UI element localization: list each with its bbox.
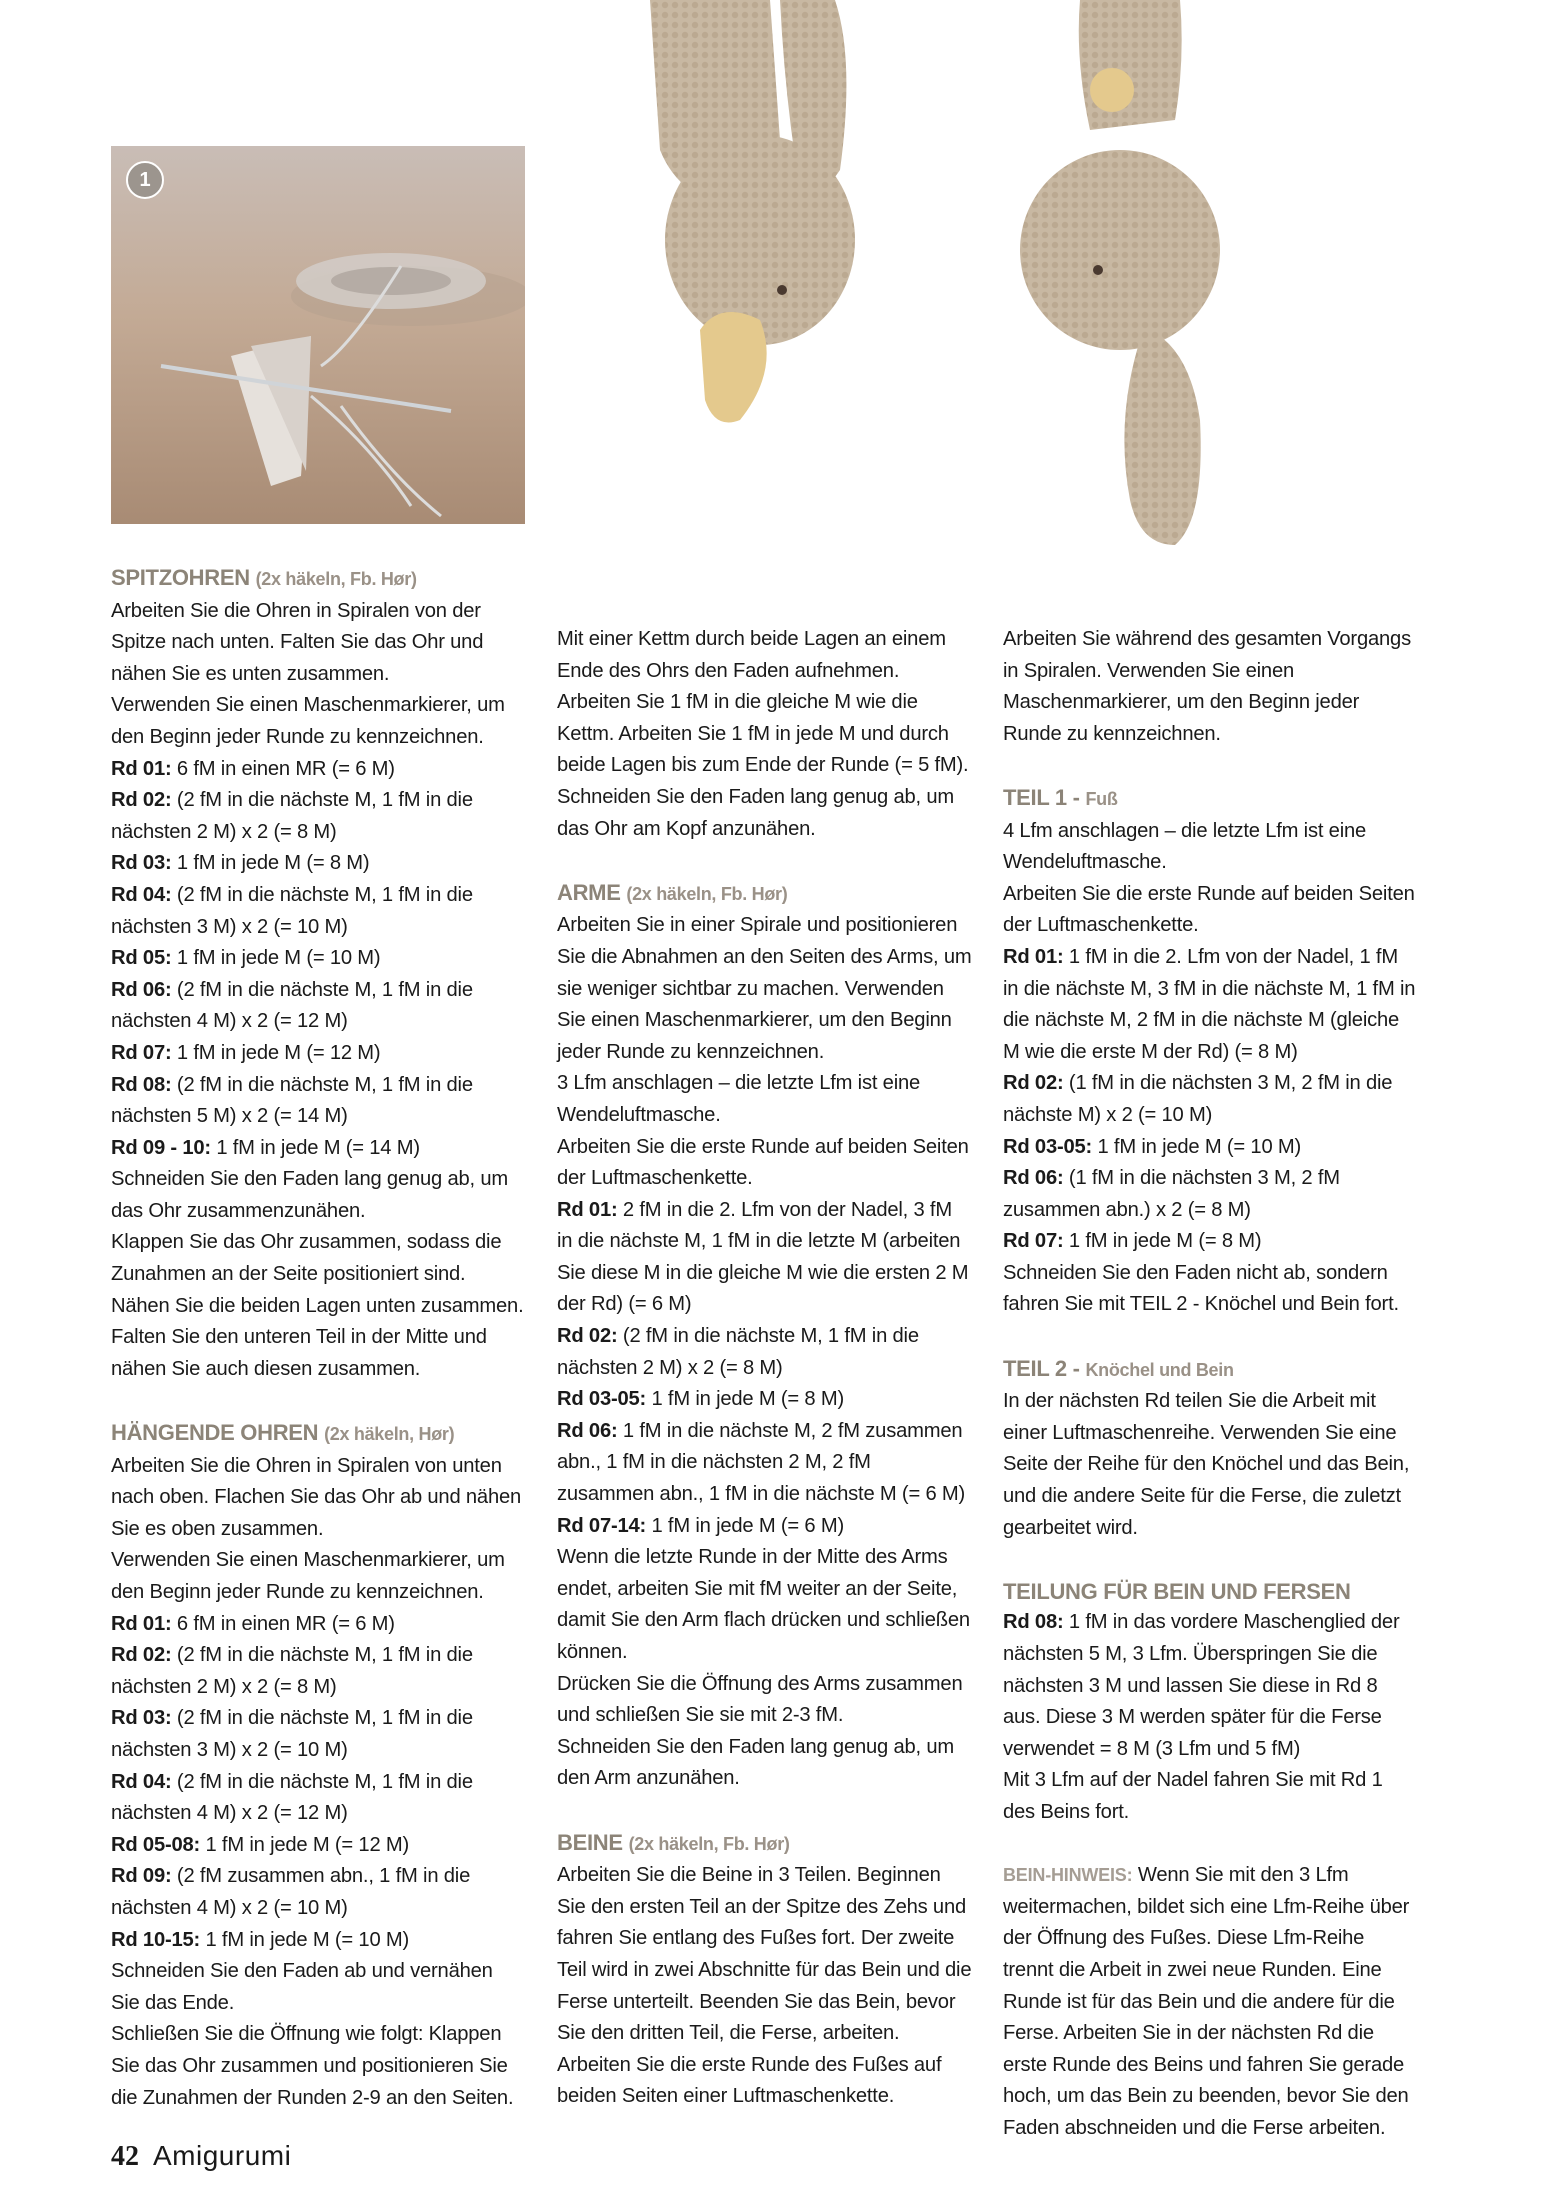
round-label: Rd 10-15: — [111, 1928, 201, 1951]
round-label: Rd 04: — [111, 883, 172, 906]
section-title: HÄNGENDE OHREN — [111, 1420, 319, 1446]
round-label: Rd 02: — [557, 1325, 618, 1348]
instructions-column-2 — [557, 624, 972, 2113]
round-label: Rd 03-05: — [557, 1388, 647, 1411]
round-instruction — [557, 1416, 972, 1511]
instruction-text: (2 fM in die nächste M, 1 fM in die nächsten 2 M) x 2 (= 8 M) — [111, 789, 473, 843]
round-instruction — [111, 1767, 526, 1830]
round-label: Rd 03-05: — [1003, 1135, 1093, 1158]
round-instruction — [557, 1384, 972, 1416]
paragraph: Arbeiten Sie die erste Runde auf beiden Seiten der Luftmaschenkette. — [557, 1135, 969, 1190]
round-instruction — [1003, 1068, 1418, 1131]
round-instruction — [111, 1038, 526, 1070]
instruction-text: (2 fM in die nächste M, 1 fM in die nächsten 4 M) x 2 (= 12 M) — [111, 1770, 473, 1825]
paragraph: Schließen Sie die Öffnung wie folgt: Klappen Sie das Ohr zusammen und positionieren Sie die Zunahmen der Runden 2-9 an den Seiten. — [111, 2023, 514, 2109]
section-title: BEINE — [557, 1829, 623, 1855]
round-instruction — [111, 1925, 526, 1957]
spacer — [1003, 750, 1418, 782]
note-label: BEIN-HINWEIS: — [1003, 1865, 1133, 1886]
spacer — [557, 845, 972, 877]
section-heading — [1003, 1353, 1418, 1387]
step-number-badge: 1 — [126, 161, 164, 199]
round-label: Rd 02: — [111, 789, 172, 812]
instructions-column-1 — [111, 562, 526, 2114]
section-subtitle: (2x häkeln, Fb. Hør) — [626, 883, 788, 904]
instruction-text: 2 fM in die 2. Lfm von der Nadel, 3 fM in die nächste M, 1 fM in die letzte M (arbeiten Sie diese M in die gleiche M wie die ersten 2 M der Rd) (= 6 M) — [557, 1198, 969, 1316]
instruction-text: 1 fM in die 2. Lfm von der Nadel, 1 fM in die nächste M, 3 fM in die nächste M, 1 fM in die nächste M, 2 fM in die nächste M (gleiche M wie die erste M der Rd) (= 8 M) — [1003, 945, 1416, 1063]
section-subtitle: (2x häkeln, Fb. Hør) — [628, 1833, 790, 1854]
round-label: Rd 01: — [111, 757, 172, 780]
round-label: Rd 05-08: — [111, 1833, 201, 1856]
round-instruction — [111, 1861, 526, 1924]
paragraph: Arbeiten Sie die erste Runde auf beiden Seiten der Luftmaschenkette. — [1003, 882, 1415, 937]
instruction-text: 1 fM in die nächste M, 2 fM zusammen abn., 1 fM in die nächsten 2 M, 2 fM zusammen abn., 1 fM in die nächste M (= 6 M) — [557, 1419, 966, 1506]
instruction-text: (2 fM in die nächste M, 1 fM in die nächsten 5 M) x 2 (= 14 M) — [111, 1073, 473, 1128]
round-instruction — [111, 880, 526, 943]
section-title: SPITZOHREN — [111, 565, 250, 590]
paragraph: Drücken Sie die Öffnung des Arms zusammen und schließen Sie sie mit 2-3 fM. — [557, 1672, 963, 1727]
section-subtitle: Fuß — [1085, 788, 1118, 809]
round-label: Rd 01: — [557, 1198, 618, 1221]
round-label: Rd 01: — [1003, 945, 1064, 968]
instruction-text: (2 fM in die nächste M, 1 fM in die nächsten 2 M) x 2 (= 8 M) — [557, 1325, 919, 1379]
round-instruction — [1003, 1163, 1418, 1226]
round-label: Rd 01: — [111, 1612, 172, 1635]
paragraph: Arbeiten Sie die Ohren in Spiralen von der Spitze nach unten. Falten Sie das Ohr und nähen Sie es unten zusammen. — [111, 599, 484, 685]
instruction-text: 1 fM in jede M (= 14 M) — [216, 1136, 420, 1159]
paragraph: Arbeiten Sie während des gesamten Vorgangs in Spiralen. Verwenden Sie einen Maschenmarkierer, um den Beginn jeder Runde zu kennzeichnen. — [1003, 628, 1411, 745]
round-label: Rd 07-14: — [557, 1514, 647, 1537]
spacer — [1003, 1321, 1418, 1353]
spacer — [1003, 1544, 1418, 1576]
round-label: Rd 09 - 10: — [111, 1136, 211, 1159]
section-title: TEIL 1 - — [1003, 784, 1080, 810]
paragraph: In der nächsten Rd teilen Sie die Arbeit mit einer Luftmaschenreihe. Verwenden Sie eine Seite der Reihe für den Knöchel und das Bein, und die andere Seite für die Ferse, die zuletzt gearbeitet wird. — [1003, 1390, 1410, 1539]
instructions-column-3 — [1003, 624, 1418, 2145]
round-instruction — [111, 1640, 526, 1703]
round-instruction — [1003, 942, 1418, 1068]
section-title: TEIL 2 - — [1003, 1355, 1080, 1381]
paragraph: Nähen Sie die beiden Lagen unten zusammen. Falten Sie den unteren Teil in der Mitte und nähen Sie auch diesen zusammen. — [111, 1294, 524, 1380]
instruction-text: 1 fM in jede M (= 10 M) — [1097, 1135, 1302, 1158]
round-instruction — [1003, 1132, 1418, 1164]
page-number: 42 — [111, 2141, 139, 2172]
instruction-text: 1 fM in das vordere Maschenglied der nächsten 5 M, 3 Lfm. Überspringen Sie die nächsten 3 M und lassen Sie diese in Rd 8 aus. Diese 3 M werden später für die Ferse verwendet = 8 M (3 Lfm und 5 fM) — [1003, 1611, 1400, 1760]
section-subtitle: (2x häkeln, Hør) — [324, 1424, 455, 1445]
instruction-text: (1 fM in die nächsten 3 M, 2 fM in die nächste M) x 2 (= 10 M) — [1003, 1072, 1393, 1126]
paragraph: Schneiden Sie den Faden ab und vernähen Sie das Ende. — [111, 1960, 493, 2014]
round-label: Rd 04: — [111, 1770, 172, 1793]
round-label: Rd 03: — [111, 1707, 172, 1730]
round-label: Rd 09: — [111, 1865, 172, 1888]
instruction-text: 1 fM in jede M (= 10 M) — [176, 947, 381, 970]
paragraph: Mit einer Kettm durch beide Lagen an einem Ende des Ohrs den Faden aufnehmen. — [557, 628, 946, 682]
step-photo-1 — [111, 146, 525, 524]
round-instruction — [111, 754, 526, 786]
instruction-text: (2 fM in die nächste M, 1 fM in die nächsten 4 M) x 2 (= 12 M) — [111, 978, 473, 1033]
section-title: ARME — [557, 879, 621, 905]
instruction-text: (1 fM in die nächsten 3 M, 2 fM zusammen abn.) x 2 (= 8 M) — [1003, 1167, 1340, 1221]
section-heading — [1003, 782, 1418, 816]
instruction-text: 1 fM in jede M (= 12 M) — [205, 1833, 410, 1856]
round-label: Rd 06: — [1003, 1167, 1064, 1190]
round-label: Rd 06: — [111, 978, 172, 1001]
round-label: Rd 02: — [1003, 1072, 1064, 1095]
section-heading — [111, 1417, 526, 1451]
section-title: TEILUNG FÜR BEIN UND FERSEN — [1003, 1578, 1351, 1604]
round-label: Rd 08: — [1003, 1611, 1064, 1634]
round-instruction — [111, 785, 526, 848]
section-heading — [111, 562, 526, 596]
section-subtitle: Knöchel und Bein — [1085, 1359, 1234, 1380]
paragraph: Wenn die letzte Runde in der Mitte des Arms endet, arbeiten Sie mit fM weiter an der Seite, damit Sie den Arm flach drücken und schließen können. — [557, 1546, 970, 1663]
spacer — [1003, 1829, 1418, 1861]
round-instruction — [557, 1195, 972, 1321]
paragraph: Schneiden Sie den Faden nicht ab, sondern fahren Sie mit TEIL 2 - Knöchel und Bein fort. — [1003, 1261, 1399, 1316]
round-label: Rd 05: — [111, 947, 172, 970]
paragraph: Arbeiten Sie die erste Runde des Fußes auf beiden Seiten einer Luftmaschenkette. — [557, 2053, 942, 2108]
round-instruction — [1003, 1607, 1418, 1765]
paragraph: Arbeiten Sie die Beine in 3 Teilen. Beginnen Sie den ersten Teil an der Spitze des Zehs und fahren Sie entlang des Fußes fort. Der zweite Teil wird in zwei Abschnitte für das Bein und die Ferse unterteilt. Beenden Sie das Bein, bevor Sie den dritten Teil, die Ferse, arbeiten. — [557, 1864, 972, 2045]
instruction-text: (2 fM in die nächste M, 1 fM in die nächsten 3 M) x 2 (= 10 M) — [111, 1707, 473, 1761]
instruction-text: 1 fM in jede M (= 12 M) — [176, 1041, 381, 1064]
paragraph: Verwenden Sie einen Maschenmarkierer, um den Beginn jeder Runde zu kennzeichnen. — [111, 1549, 505, 1603]
instruction-text: (2 fM in die nächste M, 1 fM in die nächsten 2 M) x 2 (= 8 M) — [111, 1644, 473, 1698]
round-label: Rd 07: — [1003, 1230, 1064, 1253]
section-heading — [557, 877, 972, 911]
paragraph: 4 Lfm anschlagen – die letzte Lfm ist eine Wendeluftmasche. — [1003, 819, 1367, 874]
round-label: Rd 06: — [557, 1419, 618, 1442]
round-instruction — [111, 975, 526, 1038]
round-label: Rd 07: — [111, 1041, 172, 1064]
instruction-text: 1 fM in jede M (= 8 M) — [651, 1388, 844, 1411]
paragraph: Schneiden Sie den Faden lang genug ab, um den Arm anzunähen. — [557, 1735, 954, 1790]
paragraph: Mit 3 Lfm auf der Nadel fahren Sie mit Rd 1 des Beins fort. — [1003, 1769, 1383, 1823]
round-instruction — [111, 943, 526, 975]
instruction-text: 1 fM in jede M (= 6 M) — [651, 1514, 844, 1537]
paragraph: Arbeiten Sie in einer Spirale und positionieren Sie die Abnahmen an den Seiten des Arms, um sie weniger sichtbar zu machen. Verwenden Sie einen Maschenmarkierer, um den Beginn jeder Runde zu kennzeichnen. — [557, 914, 972, 1063]
crochet-cone-illustration — [111, 146, 525, 524]
round-instruction — [1003, 1226, 1418, 1258]
instruction-text: 1 fM in jede M (= 8 M) — [176, 852, 370, 875]
instruction-text: 1 fM in jede M (= 10 M) — [205, 1928, 410, 1951]
round-instruction — [111, 1133, 526, 1165]
paragraph: Schneiden Sie den Faden lang genug ab, um das Ohr am Kopf anzunähen. — [557, 785, 954, 840]
page-footer — [111, 2140, 291, 2173]
paragraph: 3 Lfm anschlagen – die letzte Lfm ist eine Wendeluftmasche. — [557, 1072, 921, 1126]
instruction-text: Wenn Sie mit den 3 Lfm weitermachen, bildet sich eine Lfm-Reihe über der Öffnung des Fußes. Diese Lfm-Reihe trennt die Arbeit in zwei neue Runden. Eine Runde ist für das Bein und die andere für die Ferse. Arbeiten Sie in der nächsten Rd die erste Runde des Beins und fahren Sie gerade hoch, um das Bein zu beenden, bevor Sie den Faden abschneiden und die Ferse arbeiten. — [1003, 1864, 1410, 2139]
round-label: Rd 02: — [111, 1644, 172, 1667]
paragraph: Arbeiten Sie die Ohren in Spiralen von unten nach oben. Flachen Sie das Ohr ab und nähen Sie es oben zusammen. — [111, 1454, 522, 1540]
note-paragraph — [1003, 1860, 1418, 2144]
instruction-text: 1 fM in jede M (= 8 M) — [1068, 1230, 1262, 1253]
round-instruction — [557, 1511, 972, 1543]
round-instruction — [111, 1070, 526, 1133]
round-label: Rd 03: — [111, 852, 172, 875]
round-label: Rd 08: — [111, 1073, 172, 1096]
instruction-text: (2 fM zusammen abn., 1 fM in die nächsten 4 M) x 2 (= 10 M) — [111, 1865, 471, 1919]
round-instruction — [111, 848, 526, 880]
paragraph: Verwenden Sie einen Maschenmarkierer, um den Beginn jeder Runde zu kennzeichnen. — [111, 694, 505, 748]
round-instruction — [111, 1703, 526, 1766]
spacer — [111, 1385, 526, 1417]
round-instruction — [111, 1830, 526, 1862]
paragraph: Klappen Sie das Ohr zusammen, sodass die Zunahmen an der Seite positioniert sind. — [111, 1231, 502, 1286]
section-heading — [557, 1827, 972, 1861]
round-instruction — [557, 1321, 972, 1384]
section-heading — [1003, 1576, 1418, 1608]
instruction-text: (2 fM in die nächste M, 1 fM in die nächsten 3 M) x 2 (= 10 M) — [111, 883, 473, 938]
instruction-text: 6 fM in einen MR (= 6 M) — [176, 757, 395, 780]
paragraph: Arbeiten Sie 1 fM in die gleiche M wie die Kettm. Arbeiten Sie 1 fM in jede M und durch beide Lagen bis zum Ende der Runde (= 5 fM). — [557, 691, 969, 777]
paragraph: Schneiden Sie den Faden lang genug ab, um das Ohr zusammenzunähen. — [111, 1168, 508, 1222]
instruction-text: 6 fM in einen MR (= 6 M) — [176, 1612, 395, 1635]
magazine-name: Amigurumi — [153, 2140, 292, 2171]
section-subtitle: (2x häkeln, Fb. Hør) — [255, 569, 417, 589]
amigurumi-figures-photo — [620, 0, 1240, 590]
spacer — [557, 1795, 972, 1827]
round-instruction — [111, 1609, 526, 1641]
